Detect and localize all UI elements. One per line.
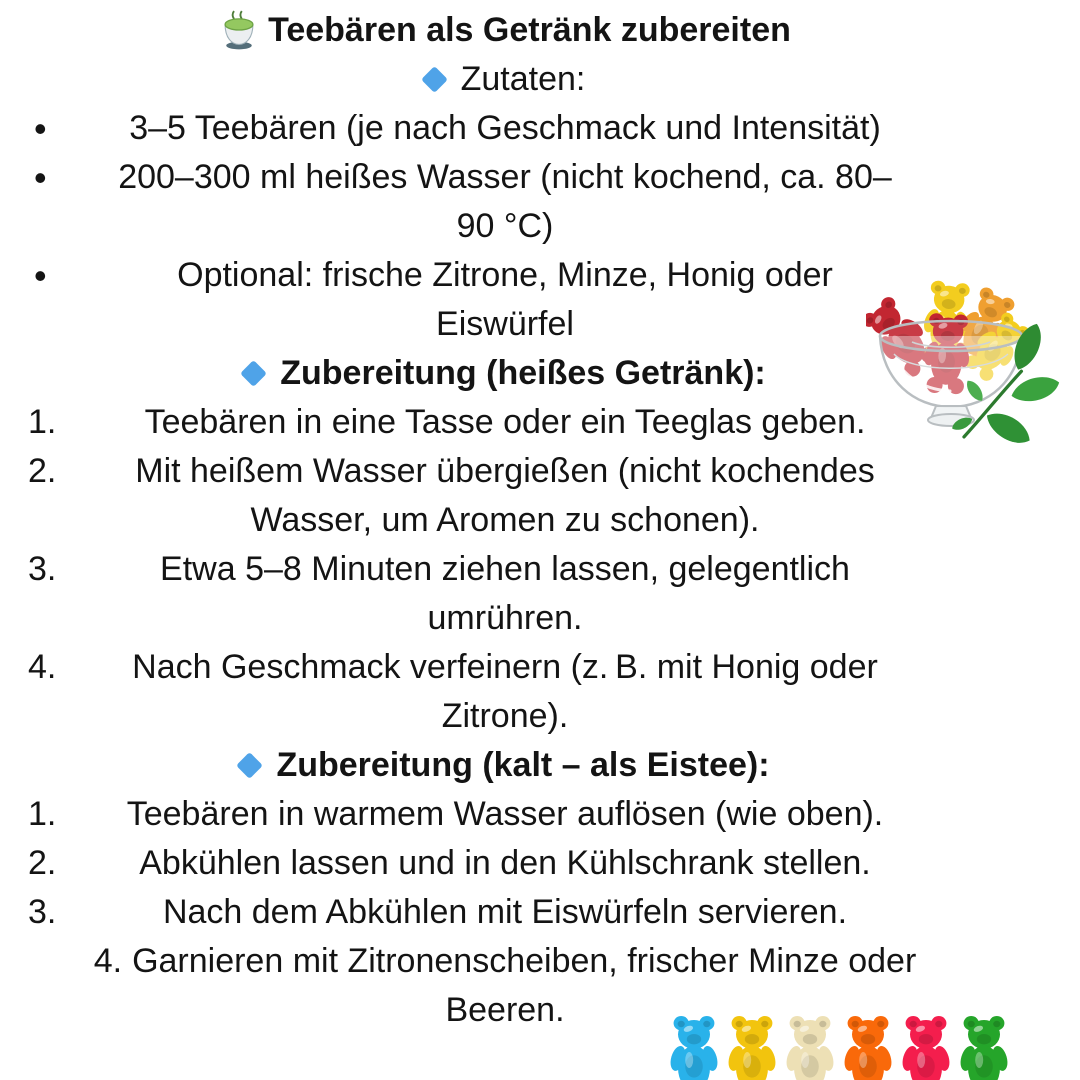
item-text-line: Mit heißem Wasser übergießen (nicht kochendes — [135, 452, 875, 490]
list-item — [25, 545, 985, 594]
list-item — [25, 251, 985, 300]
item-text-line: Etwa 5–8 Minuten ziehen lassen, gelegentlich — [160, 550, 850, 588]
page-title — [25, 6, 985, 55]
list-item-continuation — [25, 692, 985, 741]
item-text-line: 3–5 Teebären (je nach Geschmack und Intensität) — [129, 109, 881, 147]
list-item — [25, 104, 985, 153]
item-text-line: Wasser, um Aromen zu schonen). — [250, 501, 760, 539]
gummy-bear-icon — [902, 1008, 950, 1080]
blue-diamond-icon — [421, 66, 448, 93]
item-text-line: umrühren. — [427, 599, 583, 637]
item-number: 1. — [28, 795, 57, 833]
item-text-line: Teebären in warmem Wasser auflösen (wie oben). — [126, 795, 884, 833]
bullet-icon: • — [34, 255, 47, 296]
item-text-line: Nach Geschmack verfeinern (z. B. mit Honig oder — [132, 648, 878, 686]
section-header-hot-preparation — [25, 349, 985, 398]
item-text-line: Zitrone). — [441, 697, 569, 735]
list-item-continuation — [25, 594, 985, 643]
list-item-continuation — [25, 202, 985, 251]
item-text-line: Nach dem Abkühlen mit Eiswürfeln servieren. — [162, 893, 848, 931]
gummy-bear-icon — [728, 1008, 776, 1080]
section-header-cold-preparation — [25, 741, 985, 790]
gummy-bears-bowl-image — [866, 276, 1068, 448]
section-header-text: Zubereitung (heißes Getränk): — [280, 354, 766, 392]
item-text-line: Garnieren mit Zitronenscheiben, frischer Minze oder — [132, 942, 917, 980]
item-number: 4. — [93, 942, 123, 980]
item-text-line: Teebären in eine Tasse oder ein Teeglas geben. — [144, 403, 866, 441]
gummy-bear-icon — [844, 1008, 892, 1080]
item-number: 2. — [28, 844, 57, 882]
item-number: 3. — [28, 550, 57, 588]
list-item — [25, 398, 985, 447]
blue-diamond-icon — [240, 360, 267, 387]
recipe-text-block — [25, 6, 985, 1035]
list-item — [25, 790, 985, 839]
item-text-line: Optional: frische Zitrone, Minze, Honig oder — [177, 256, 833, 294]
item-number: 3. — [28, 893, 57, 931]
list-item — [25, 153, 985, 202]
list-item — [25, 447, 985, 496]
item-number: 4. — [28, 648, 57, 686]
gummy-bears-row-image — [670, 1008, 1008, 1080]
list-item-continuation — [25, 300, 985, 349]
bullet-icon: • — [34, 157, 47, 198]
section-header-ingredients — [25, 55, 985, 104]
item-text-line: Beeren. — [445, 991, 565, 1029]
item-text-line: 90 °C) — [456, 207, 554, 245]
gummy-bear-icon — [960, 1008, 1008, 1080]
item-text-line: Abkühlen lassen und in den Kühlschrank stellen. — [139, 844, 871, 882]
glass-bowl-icon — [880, 321, 1022, 426]
item-number: 2. — [28, 452, 57, 490]
list-item-continuation — [25, 496, 985, 545]
item-number: 1. — [28, 403, 57, 441]
list-item — [25, 839, 985, 888]
list-item — [25, 888, 985, 937]
page-title-text: Teebären als Getränk zubereiten — [268, 11, 791, 49]
blue-diamond-icon — [237, 752, 264, 779]
tea-emoji-icon — [219, 10, 259, 50]
section-header-text: Zubereitung (kalt – als Eistee): — [276, 746, 770, 784]
gummy-bear-icon — [786, 1008, 834, 1080]
item-text-line: 200–300 ml heißes Wasser (nicht kochend, ca. 80– — [118, 158, 892, 196]
bullet-icon: • — [34, 108, 47, 149]
section-header-text: Zutaten: — [460, 60, 586, 98]
gummy-bear-icon — [670, 1008, 718, 1080]
item-text-line: Eiswürfel — [436, 305, 574, 343]
list-item — [25, 643, 985, 692]
list-item — [25, 937, 985, 986]
